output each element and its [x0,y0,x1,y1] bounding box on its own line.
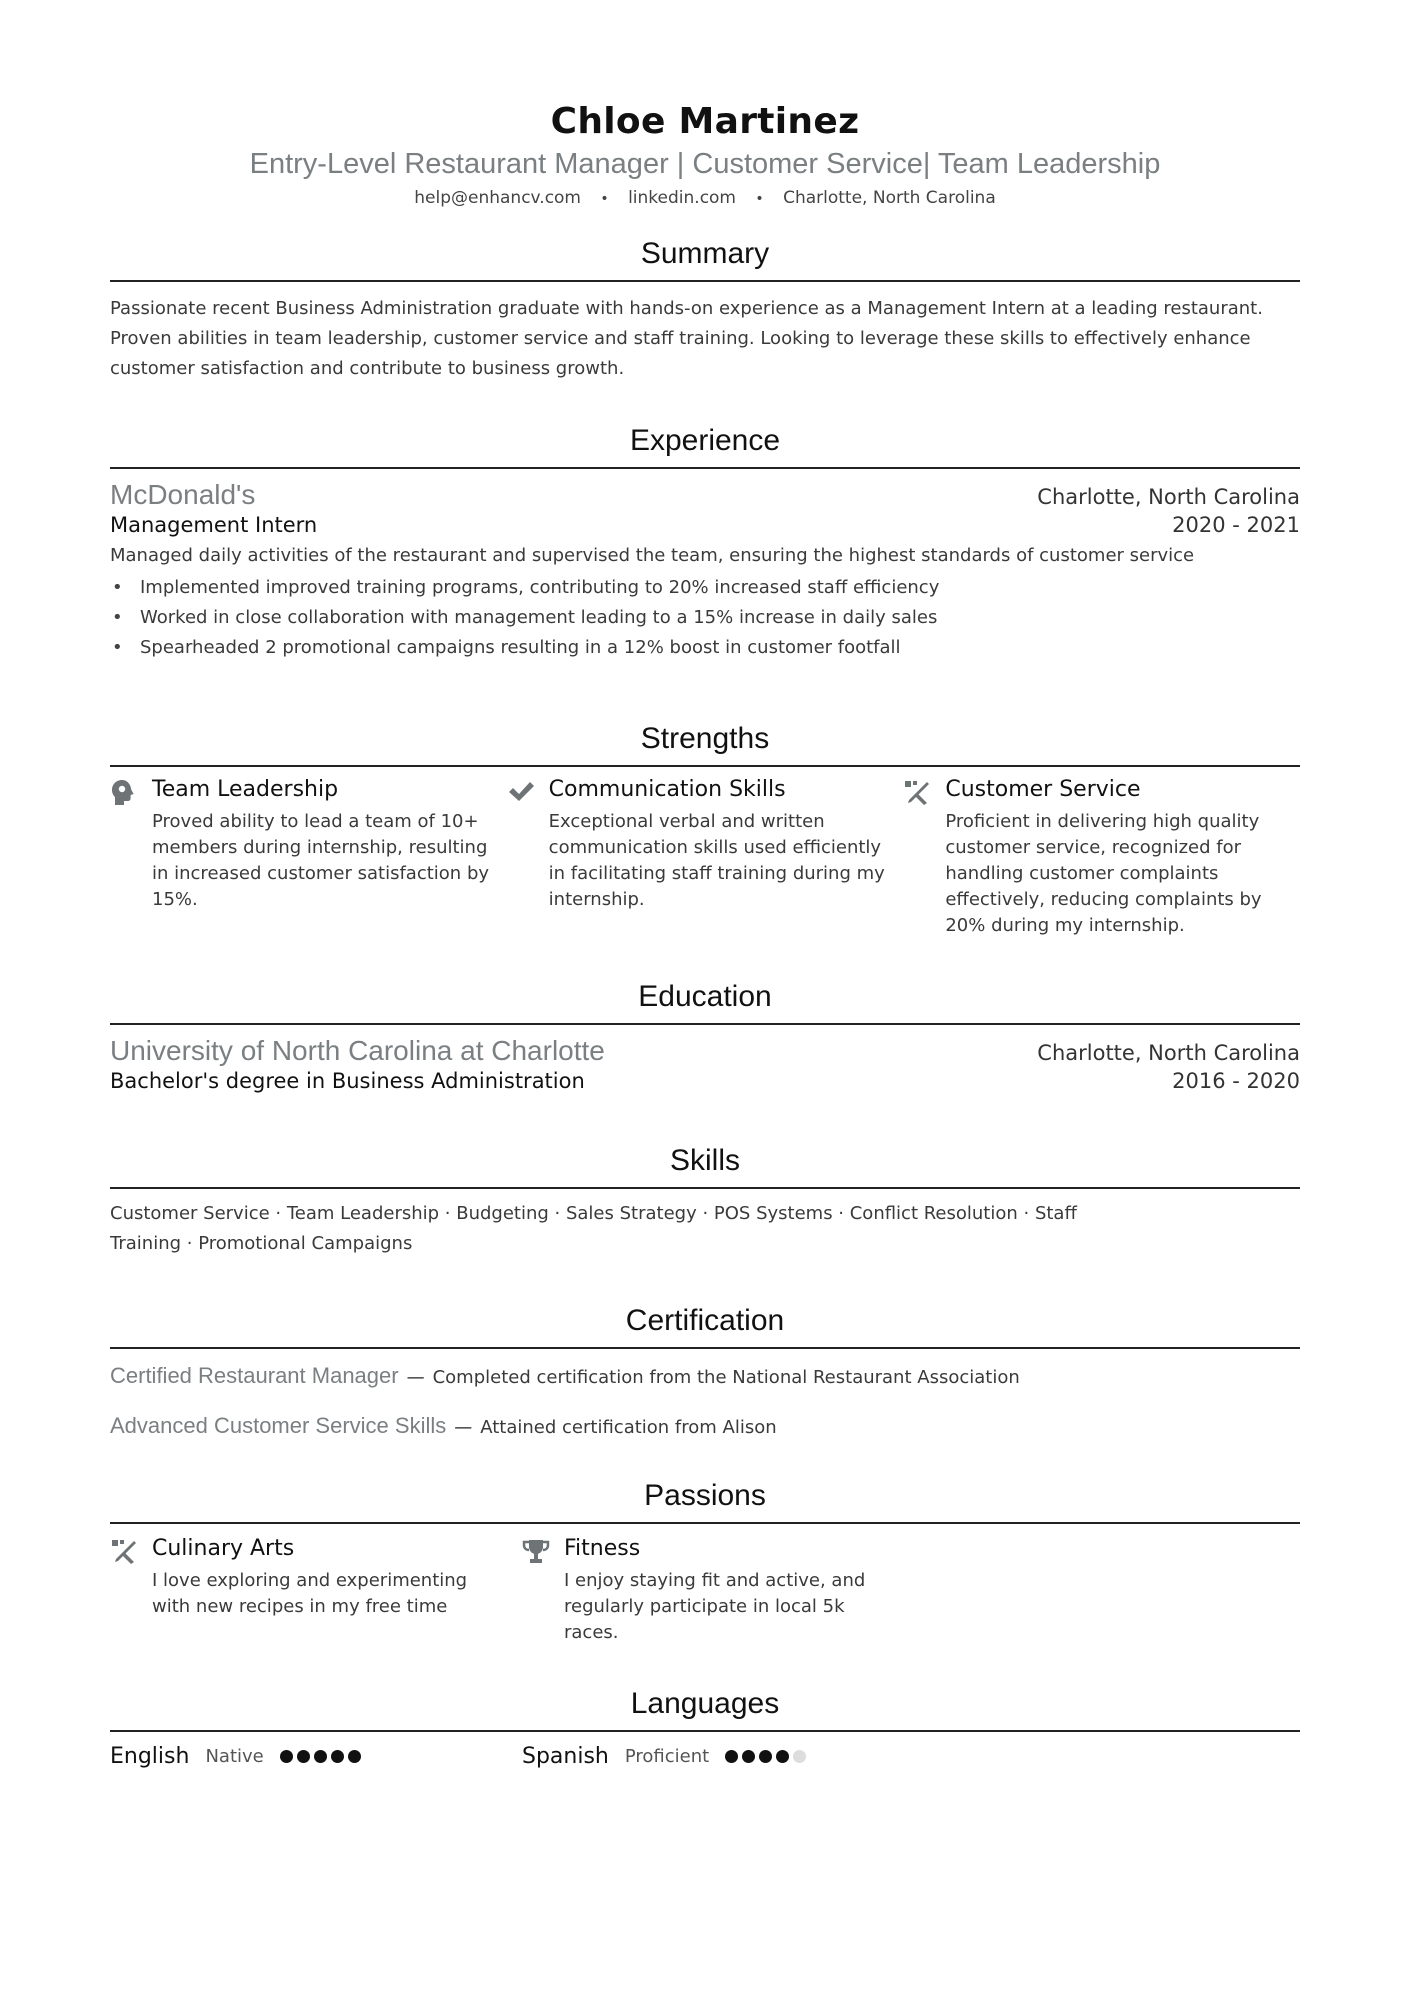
rating-dot [759,1750,772,1763]
strength-description: Proved ability to lead a team of 10+ members during internship, resulting in increased customer satisfaction by 15%. [152,811,490,910]
rating-dot [793,1750,806,1763]
skills-list: Customer Service · Team Leadership · Budgeting · Sales Strategy · POS Systems · Conflict Resolution · Staff Training · Promotional Campaigns [110,1203,1077,1254]
strength-item [903,775,1300,939]
certification-name: Certified Restaurant Manager [110,1363,399,1388]
section-title-skills: Skills [110,1141,1300,1189]
candidate-name: Chloe Martinez [550,101,860,142]
language-name: Spanish [522,1744,609,1769]
tools-icon [903,775,945,939]
summary-section [110,234,1300,384]
em-dash: — [406,1367,425,1388]
education-section [110,977,1300,1093]
language-item [110,1744,522,1769]
rating-dot [742,1750,755,1763]
checkmark-icon [507,775,549,939]
company-name: McDonald's [110,479,256,510]
language-rating [280,1750,361,1763]
language-level: Native [205,1746,264,1767]
location-text: Charlotte, North Carolina [783,188,996,208]
strength-description: Exceptional verbal and written communication skills used efficiently in facilitating staff training during my internship. [548,811,885,910]
em-dash: — [454,1417,473,1438]
languages-grid [110,1744,1300,1769]
certification-description: Attained certification from Alison [480,1417,777,1438]
section-title-summary: Summary [110,234,1300,282]
education-header-row [110,1035,1300,1067]
certification-item [110,1411,1300,1443]
school-name: University of North Carolina at Charlotte [110,1035,605,1066]
certification-name: Advanced Customer Service Skills [110,1413,447,1438]
tools-icon [110,1534,152,1646]
job-bullet: • Spearheaded 2 promotional campaigns resulting in a 12% boost in customer footfall [110,633,1300,663]
experience-section [110,421,1300,663]
candidate-headline: Entry-Level Restaurant Manager | Customer Service| Team Leadership [249,148,1161,180]
passion-title: Culinary Arts [152,1536,295,1561]
rating-dot [280,1750,293,1763]
email-link[interactable]: help@enhancv.com [414,188,581,208]
language-level: Proficient [624,1746,710,1767]
rating-dot [776,1750,789,1763]
job-description: Managed daily activities of the restaurant and supervised the team, ensuring the highest standards of customer service [110,545,1195,566]
strengths-section [110,719,1300,939]
education-dates: 2016 - 2020 [1172,1069,1300,1093]
experience-role-row [110,513,1300,537]
passions-section [110,1476,1300,1646]
rating-dot [725,1750,738,1763]
separator-dot: • [600,191,609,207]
certification-section [110,1301,1300,1443]
separator-dot: • [755,191,764,207]
strength-title: Customer Service [945,777,1141,802]
language-name: English [110,1744,190,1769]
strength-item [110,775,507,939]
rating-dot [331,1750,344,1763]
job-bullets [110,573,1300,663]
strength-item [507,775,904,939]
job-dates: 2020 - 2021 [1172,513,1300,537]
strength-title: Team Leadership [152,777,339,802]
passions-grid [110,1534,1300,1646]
company-location: Charlotte, North Carolina [1037,485,1300,509]
rating-dot [314,1750,327,1763]
strength-description: Proficient in delivering high quality customer service, recognized for handling customer complaints effectively, reducing complaints by 20% during my internship. [945,811,1262,936]
section-title-education: Education [110,977,1300,1025]
website-link[interactable]: linkedin.com [628,188,736,208]
education-degree-row [110,1069,1300,1093]
school-location: Charlotte, North Carolina [1037,1041,1300,1065]
section-title-passions: Passions [110,1476,1300,1524]
strengths-grid [110,775,1300,939]
rating-dot [297,1750,310,1763]
passion-title: Fitness [564,1536,641,1561]
job-title: Management Intern [110,513,318,537]
language-item [522,1744,934,1769]
job-bullet: • Worked in close collaboration with management leading to a 15% increase in daily sales [110,603,1300,633]
language-rating [725,1750,806,1763]
section-title-experience: Experience [110,421,1300,469]
strength-title: Communication Skills [548,777,786,802]
certification-item [110,1361,1300,1393]
passion-item [522,1534,934,1646]
experience-header-row [110,479,1300,511]
section-title-certification: Certification [110,1301,1300,1349]
rating-dot [348,1750,361,1763]
skills-section [110,1141,1300,1259]
section-title-strengths: Strengths [110,719,1300,767]
passion-description: I love exploring and experimenting with new recipes in my free time [152,1570,468,1617]
certification-description: Completed certification from the National Restaurant Association [432,1367,1020,1388]
job-bullet: • Implemented improved training programs, contributing to 20% increased staff efficiency [110,573,1300,603]
passion-item [110,1534,522,1646]
section-title-languages: Languages [110,1684,1300,1732]
summary-text: Passionate recent Business Administration graduate with hands-on experience as a Management Intern at a leading restaurant. Proven abilities in team leadership, customer service and staff training. Looking to leverage these skills to effectively enhance customer satisfaction and contribute to business growth. [110,298,1263,379]
degree: Bachelor's degree in Business Administration [110,1069,585,1093]
contact-line [110,186,1300,211]
head-brain-icon [110,775,152,939]
languages-section [110,1684,1300,1769]
passion-description: I enjoy staying fit and active, and regularly participate in local 5k races. [564,1570,866,1643]
trophy-icon [522,1534,564,1646]
